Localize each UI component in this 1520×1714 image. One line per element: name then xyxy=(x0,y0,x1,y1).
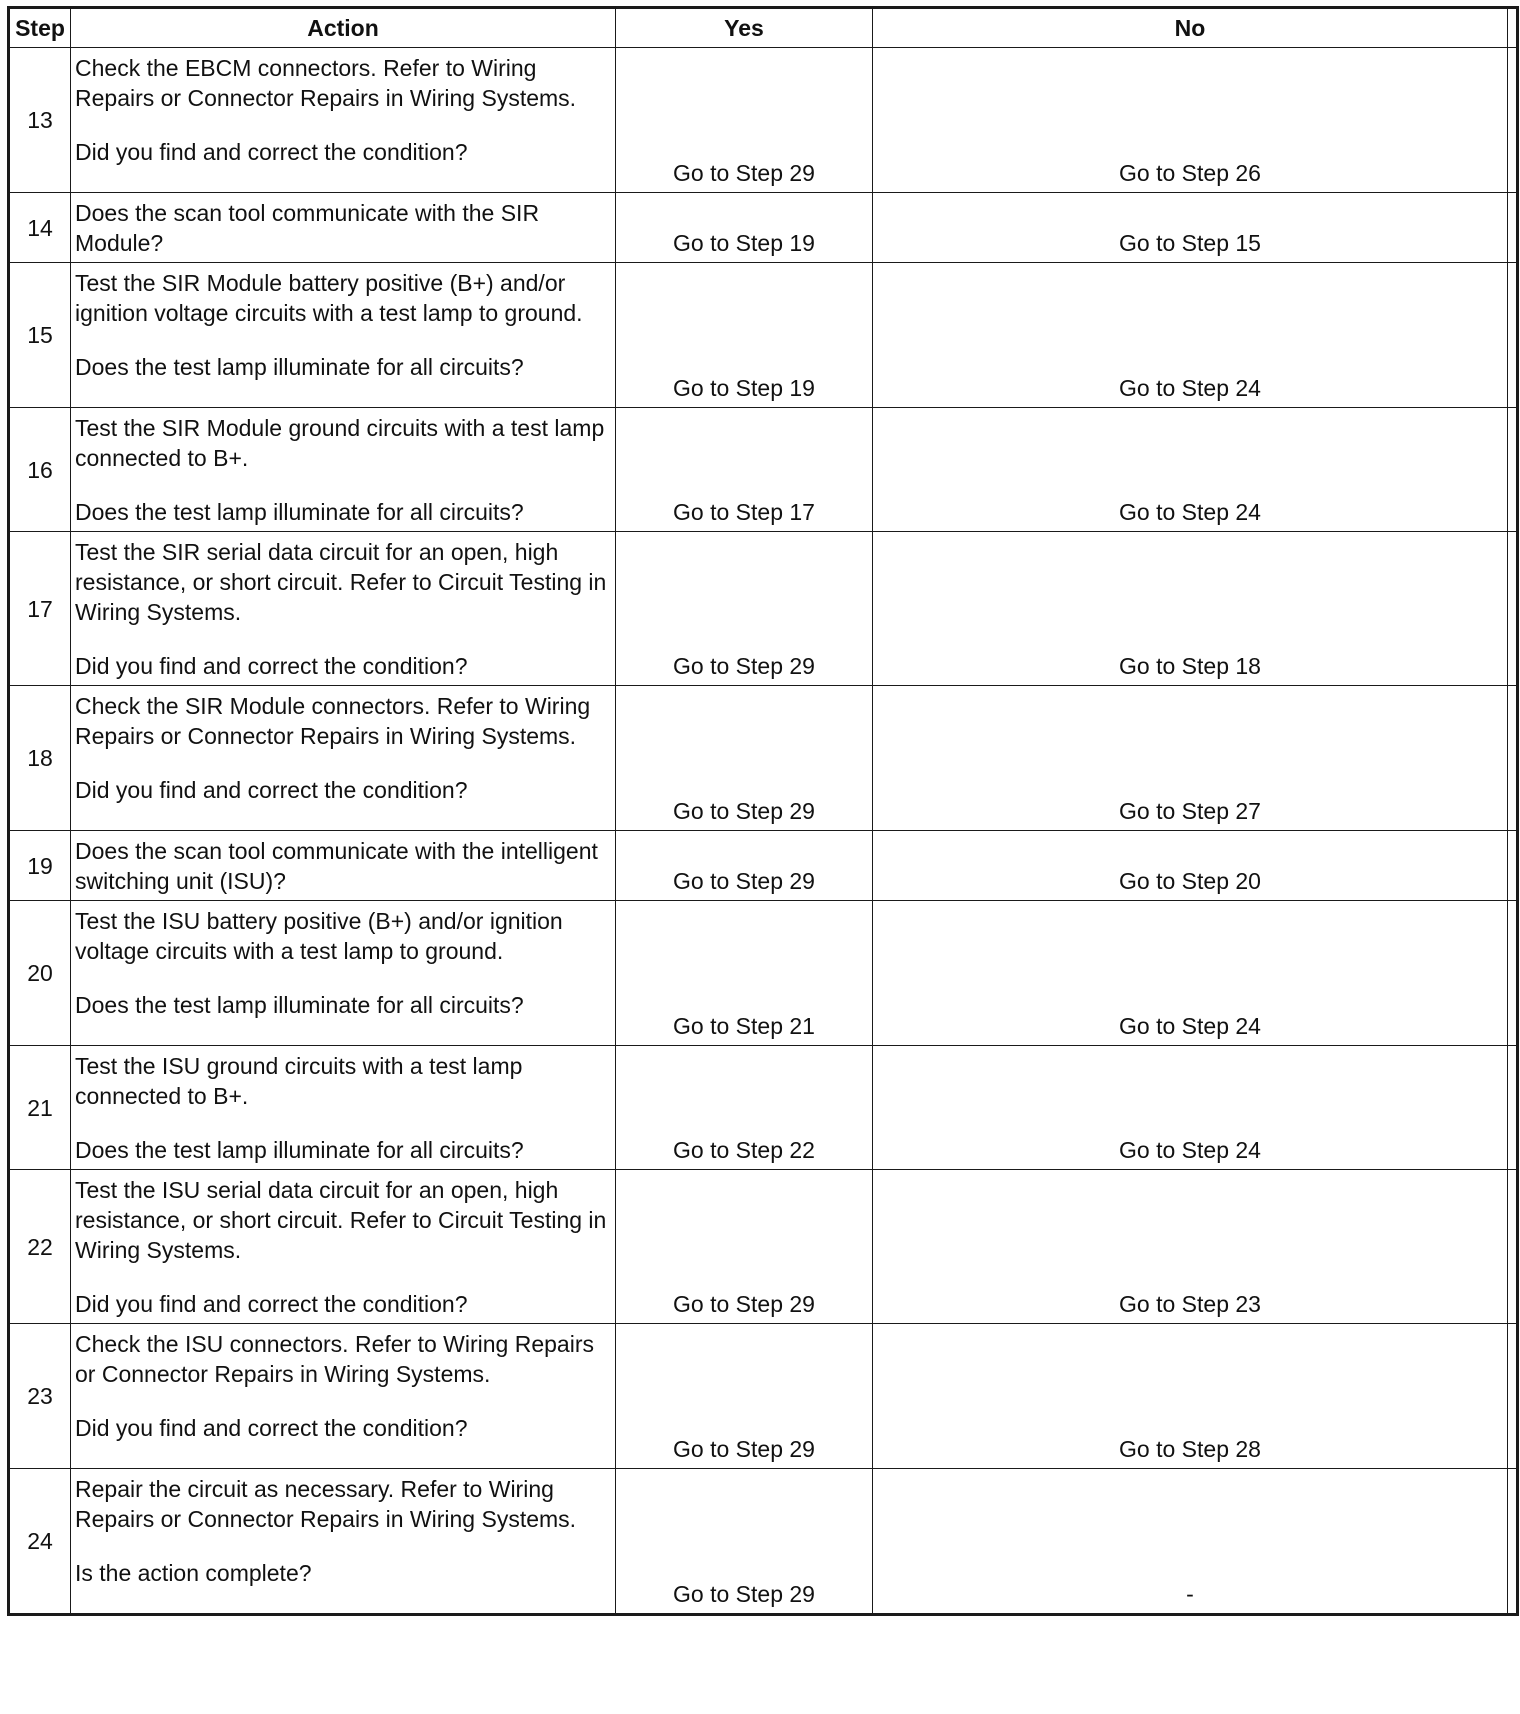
table-row xyxy=(9,1046,1518,1170)
action-instruction: Test the SIR serial data circuit for an open, high resistance, or short circuit. Refer to Circuit Testing in Wiring Systems. xyxy=(75,539,607,625)
no-cell: Go to Step 15 xyxy=(873,193,1508,263)
action-instruction: Check the ISU connectors. Refer to Wiring Repairs or Connector Repairs in Wiring Systems. xyxy=(75,1331,594,1387)
no-cell: Go to Step 24 xyxy=(873,408,1508,532)
no-cell: Go to Step 23 xyxy=(873,1170,1508,1324)
header-gap xyxy=(1508,8,1518,48)
no-cell: Go to Step 18 xyxy=(873,532,1508,686)
header-no: No xyxy=(873,8,1508,48)
yes-cell: Go to Step 29 xyxy=(616,686,873,831)
action-spacer xyxy=(75,328,611,352)
step-number: 15 xyxy=(9,263,71,408)
table-row xyxy=(9,408,1518,532)
table-row xyxy=(9,532,1518,686)
no-cell: Go to Step 24 xyxy=(873,1046,1508,1170)
table-row xyxy=(9,263,1518,408)
step-number: 23 xyxy=(9,1324,71,1469)
action-instruction: Test the ISU serial data circuit for an open, high resistance, or short circuit. Refer to Circuit Testing in Wiring Systems. xyxy=(75,1177,607,1263)
header-step: Step xyxy=(9,8,71,48)
action-cell xyxy=(71,408,616,532)
table-body xyxy=(9,48,1518,1615)
yes-cell: Go to Step 29 xyxy=(616,48,873,193)
action-instruction: Repair the circuit as necessary. Refer to Wiring Repairs or Connector Repairs in Wiring Systems. xyxy=(75,1476,577,1532)
gap-cell xyxy=(1508,408,1518,532)
action-cell xyxy=(71,901,616,1046)
action-spacer xyxy=(75,966,611,990)
gap-cell xyxy=(1508,901,1518,1046)
yes-cell: Go to Step 29 xyxy=(616,831,873,901)
action-instruction: Test the ISU ground circuits with a test lamp connected to B+. xyxy=(75,1053,523,1109)
action-question: Does the test lamp illuminate for all circuits? xyxy=(75,354,524,380)
diagnostic-steps-table xyxy=(7,6,1519,1616)
table-row xyxy=(9,193,1518,263)
action-spacer xyxy=(75,473,611,497)
action-question: Did you find and correct the condition? xyxy=(75,1415,468,1441)
action-question: Is the action complete? xyxy=(75,1560,312,1586)
step-number: 19 xyxy=(9,831,71,901)
action-cell xyxy=(71,48,616,193)
step-number: 21 xyxy=(9,1046,71,1170)
table-row xyxy=(9,1324,1518,1469)
no-cell: - xyxy=(873,1469,1508,1615)
action-cell xyxy=(71,831,616,901)
action-spacer xyxy=(75,1534,611,1558)
no-cell: Go to Step 28 xyxy=(873,1324,1508,1469)
action-instruction: Test the ISU battery positive (B+) and/or ignition voltage circuits with a test lamp to ground. xyxy=(75,908,563,964)
step-number: 20 xyxy=(9,901,71,1046)
action-cell xyxy=(71,193,616,263)
action-spacer xyxy=(75,751,611,775)
gap-cell xyxy=(1508,48,1518,193)
action-spacer xyxy=(75,1111,611,1135)
action-question: Does the test lamp illuminate for all circuits? xyxy=(75,992,524,1018)
action-cell xyxy=(71,1324,616,1469)
action-question: Does the test lamp illuminate for all circuits? xyxy=(75,1137,524,1163)
action-spacer xyxy=(75,1265,611,1289)
action-cell xyxy=(71,1469,616,1615)
action-question: Does the scan tool communicate with the intelligent switching unit (ISU)? xyxy=(75,838,598,894)
gap-cell xyxy=(1508,1469,1518,1615)
table-row xyxy=(9,686,1518,831)
table-row xyxy=(9,1469,1518,1615)
no-cell: Go to Step 20 xyxy=(873,831,1508,901)
action-question: Does the scan tool communicate with the SIR Module? xyxy=(75,200,540,256)
yes-cell: Go to Step 17 xyxy=(616,408,873,532)
gap-cell xyxy=(1508,532,1518,686)
no-cell: Go to Step 26 xyxy=(873,48,1508,193)
step-number: 24 xyxy=(9,1469,71,1615)
header-yes: Yes xyxy=(616,8,873,48)
table-row xyxy=(9,831,1518,901)
action-cell xyxy=(71,1170,616,1324)
step-number: 13 xyxy=(9,48,71,193)
yes-cell: Go to Step 22 xyxy=(616,1046,873,1170)
action-instruction: Test the SIR Module battery positive (B+) and/or ignition voltage circuits with a test lamp to ground. xyxy=(75,270,583,326)
gap-cell xyxy=(1508,1324,1518,1469)
action-question: Did you find and correct the condition? xyxy=(75,1291,468,1317)
step-number: 18 xyxy=(9,686,71,831)
table-header-row xyxy=(9,8,1518,48)
yes-cell: Go to Step 29 xyxy=(616,532,873,686)
yes-cell: Go to Step 21 xyxy=(616,901,873,1046)
action-spacer xyxy=(75,113,611,137)
step-number: 22 xyxy=(9,1170,71,1324)
action-cell xyxy=(71,532,616,686)
step-number: 17 xyxy=(9,532,71,686)
action-spacer xyxy=(75,627,611,651)
action-spacer xyxy=(75,1389,611,1413)
yes-cell: Go to Step 29 xyxy=(616,1469,873,1615)
action-question: Did you find and correct the condition? xyxy=(75,777,468,803)
action-question: Does the test lamp illuminate for all circuits? xyxy=(75,499,524,525)
yes-cell: Go to Step 19 xyxy=(616,263,873,408)
header-action: Action xyxy=(71,8,616,48)
step-number: 14 xyxy=(9,193,71,263)
action-question: Did you find and correct the condition? xyxy=(75,653,468,679)
gap-cell xyxy=(1508,263,1518,408)
action-question: Did you find and correct the condition? xyxy=(75,139,468,165)
no-cell: Go to Step 24 xyxy=(873,901,1508,1046)
action-instruction: Check the SIR Module connectors. Refer to Wiring Repairs or Connector Repairs in Wiring Systems. xyxy=(75,693,591,749)
diagnostic-table-container xyxy=(7,6,1519,1616)
gap-cell xyxy=(1508,1046,1518,1170)
gap-cell xyxy=(1508,1170,1518,1324)
yes-cell: Go to Step 29 xyxy=(616,1324,873,1469)
yes-cell: Go to Step 29 xyxy=(616,1170,873,1324)
action-instruction: Check the EBCM connectors. Refer to Wiring Repairs or Connector Repairs in Wiring Systems. xyxy=(75,55,577,111)
gap-cell xyxy=(1508,686,1518,831)
table-row xyxy=(9,1170,1518,1324)
step-number: 16 xyxy=(9,408,71,532)
action-cell xyxy=(71,1046,616,1170)
action-cell xyxy=(71,686,616,831)
action-cell xyxy=(71,263,616,408)
gap-cell xyxy=(1508,193,1518,263)
no-cell: Go to Step 24 xyxy=(873,263,1508,408)
table-row xyxy=(9,48,1518,193)
action-instruction: Test the SIR Module ground circuits with a test lamp connected to B+. xyxy=(75,415,605,471)
table-row xyxy=(9,901,1518,1046)
yes-cell: Go to Step 19 xyxy=(616,193,873,263)
gap-cell xyxy=(1508,831,1518,901)
no-cell: Go to Step 27 xyxy=(873,686,1508,831)
